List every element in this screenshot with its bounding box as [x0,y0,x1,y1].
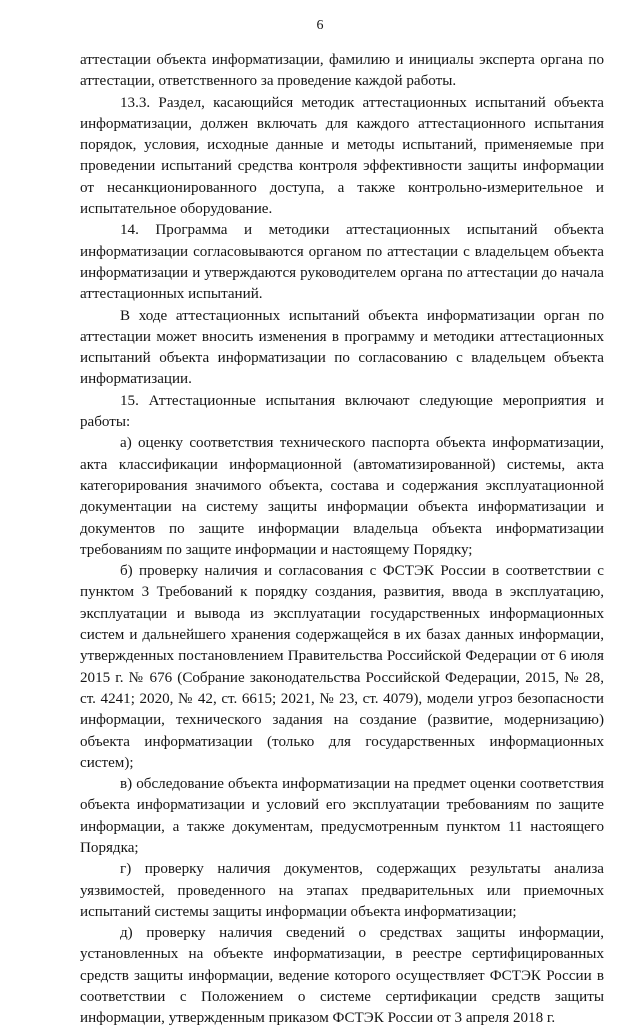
paragraph-14-changes: В ходе аттестационных испытаний объекта информатизации орган по аттестации может вносить изменения в программу и методики аттестационных испытаний объекта информатизации по согласованию с владельцем объекта информатизации. [80,307,604,388]
page-number: 6 [316,18,324,33]
paragraph-15: 15. Аттестационные испытания включают следующие мероприятия и работы: [80,392,604,431]
paragraph-15-v: в) обследование объекта информатизации на предмет оценки соответствия объекта информатизации и условий его эксплуатации требованиям по защите информации, а также документам, предусмотренным пунктом 11 настоящего Порядка; [80,776,604,856]
paragraph-15-g: г) проверку наличия документов, содержащих результаты анализа уязвимостей, проведенного на этапах предварительных или приемочных испытаний системы защиты информации объекта информатизации; [80,861,604,920]
paragraph-15-b: б) проверку наличия и согласования с ФСТЭК России в соответствии с пунктом 3 Требований к порядку создания, развития, ввода в эксплуатацию, эксплуатации и вывода из эксплуатации государственных информационных систем и дальнейшего хранения содержащейся в их базах данных информации, утвержденных постановлением Правительства Российской Федерации от 6 июля 2015 г. № 676 (Собрание законодательства Российской Федерации, 2015, № 28, ст. 4241; 2020, № 42, ст. 6615; 2021, № 23, ст. 4079), модели угроз безопасности информации, технического задания на создание (развитие, модернизацию) объекта информатизации (только для государственных информационных систем); [80,563,604,771]
document-body [80,50,604,1030]
paragraph-continuation: аттестации объекта информатизации, фамилию и инициалы эксперта органа по аттестации, ответственного за проведение каждой работы. [80,52,604,90]
paragraph-14: 14. Программа и методики аттестационных испытаний объекта информатизации согласовываются органом по аттестации с владельцем объекта информатизации и утверждаются руководителем органа по аттестации до начала аттестационных испытаний. [80,222,604,303]
paragraph-15-a: а) оценку соответствия технического паспорта объекта информатизации, акта классификации информационной (автоматизированной) системы, акта категорирования значимого объекта, состава и содержания эксплуатационной документации на систему защиты информации объекта информатизации и документов по защите информации владельца объекта информатизации требованиям по защите информации и настоящему Порядку; [80,435,604,558]
paragraph-13-3: 13.3. Раздел, касающийся методик аттестационных испытаний объекта информатизации, должен включать для каждого аттестационного испытания порядок, условия, исходные данные и методы испытаний, применяемые при проведении испытаний средства контроля эффективности защиты информации от несанкционированного доступа, а также контрольно-измерительное и испытательное оборудование. [80,94,604,218]
paragraph-15-d: д) проверку наличия сведений о средствах защиты информации, установленных на объекте информатизации, в реестре сертифицированных средств защиты информации, ведение которого осуществляет ФСТЭК России в соответствии с Положением о системе сертификации средств защиты информации, утвержденным приказом ФСТЭК России от 3 апреля 2018 г. [80,925,604,1027]
